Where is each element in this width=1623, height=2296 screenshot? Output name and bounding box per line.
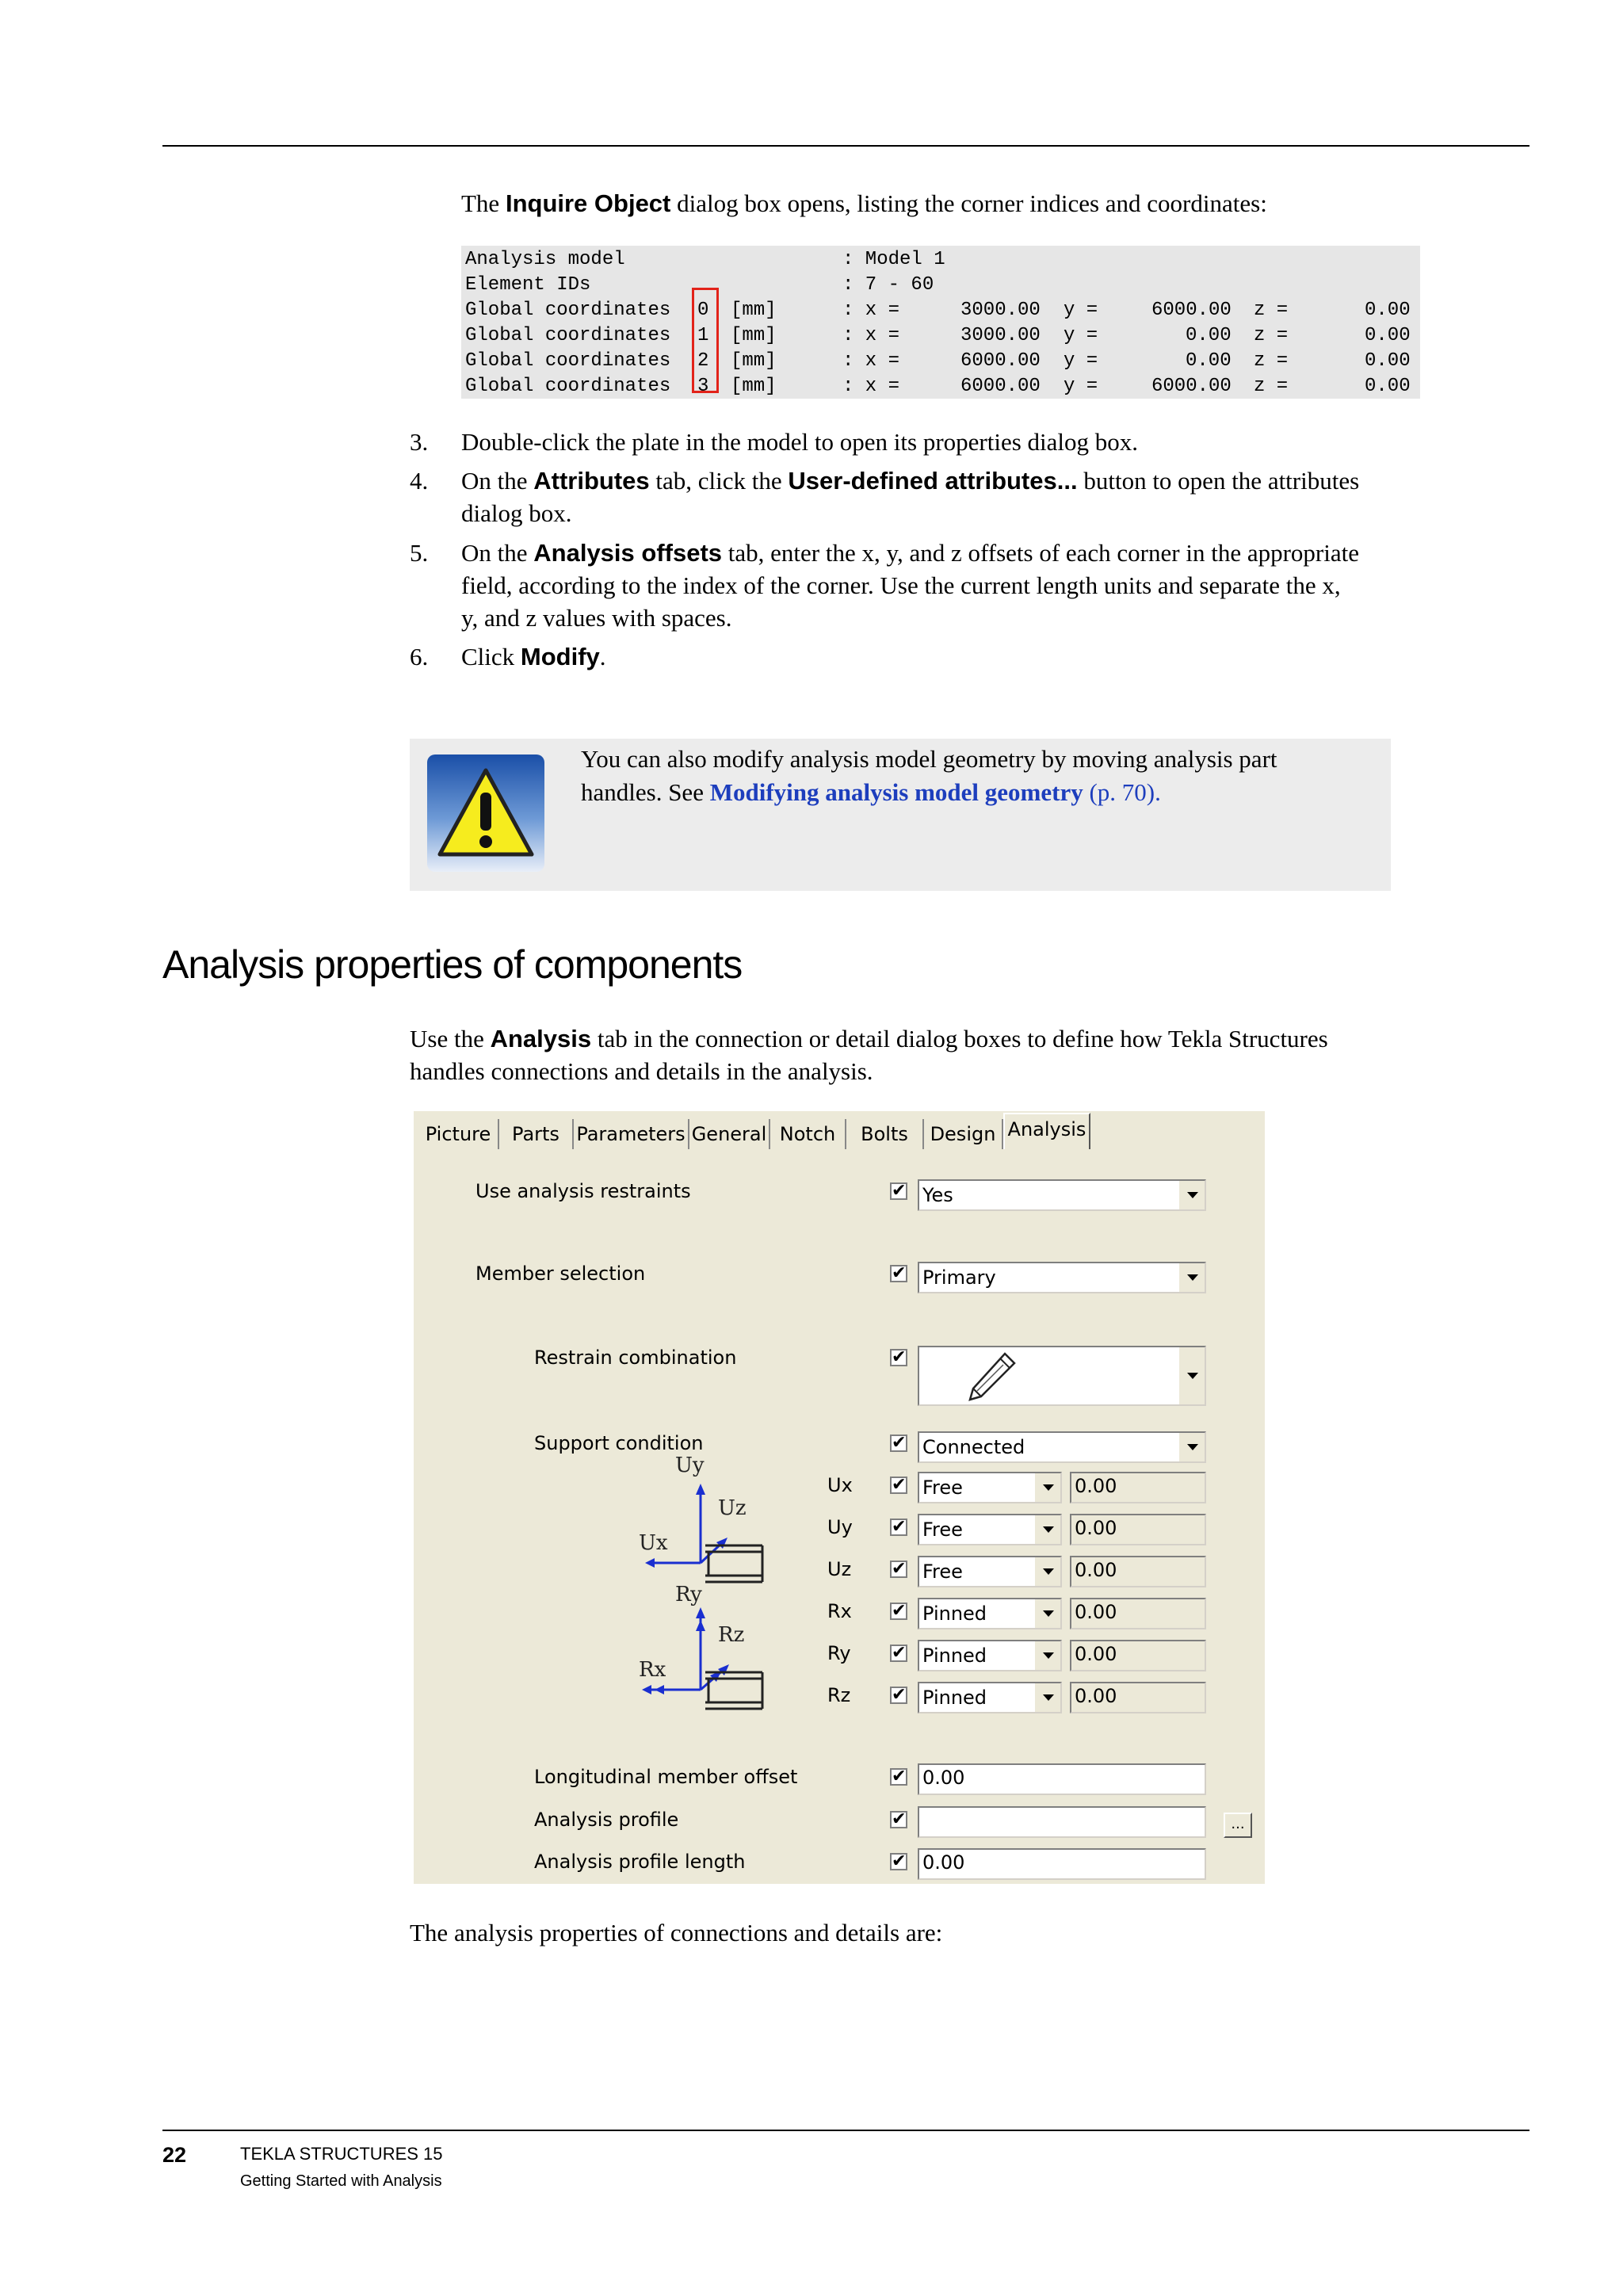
product-name: TEKLA STRUCTURES 15 bbox=[240, 2144, 443, 2164]
browse-profile-button[interactable]: ... bbox=[1224, 1813, 1252, 1838]
warning-icon bbox=[426, 753, 546, 873]
chevron-down-icon[interactable] bbox=[1178, 1347, 1205, 1404]
step-number: 6. bbox=[410, 643, 429, 670]
inquire-row: Analysis model : Model 1 bbox=[465, 249, 945, 270]
rx-checkbox[interactable]: ✔ bbox=[892, 1601, 907, 1621]
ux-checkbox[interactable]: ✔ bbox=[892, 1475, 907, 1495]
chevron-down-icon[interactable] bbox=[1033, 1557, 1060, 1586]
guide-title: Getting Started with Analysis bbox=[240, 2172, 442, 2190]
rz-checkbox[interactable]: ✔ bbox=[892, 1685, 907, 1705]
uy-value-field[interactable]: 0.00 bbox=[1070, 1514, 1206, 1545]
ry-value-field[interactable]: 0.00 bbox=[1070, 1640, 1206, 1671]
ry-select[interactable]: Pinned bbox=[918, 1640, 1062, 1671]
rz-select[interactable]: Pinned bbox=[918, 1682, 1062, 1713]
tab-design[interactable]: Design bbox=[924, 1119, 1003, 1149]
member-selection-label: Member selection bbox=[475, 1263, 646, 1285]
tab-parameters[interactable]: Parameters bbox=[574, 1119, 689, 1149]
analysis-profile-label: Analysis profile bbox=[534, 1809, 679, 1831]
chevron-down-icon[interactable] bbox=[1178, 1433, 1205, 1461]
step-number: 4. bbox=[410, 467, 429, 495]
use-analysis-restraints-select[interactable]: Yes bbox=[918, 1179, 1206, 1211]
longitudinal-offset-label: Longitudinal member offset bbox=[534, 1766, 798, 1788]
restrain-combination-label: Restrain combination bbox=[534, 1347, 737, 1369]
pencil-icon bbox=[964, 1350, 1021, 1404]
chevron-down-icon[interactable] bbox=[1033, 1683, 1060, 1712]
inquire-row: Global coordinates 1 [mm] : x = 3000.00 y = 0.00 z = 0.00 bbox=[465, 325, 1411, 346]
support-condition-checkbox[interactable]: ✔ bbox=[892, 1433, 907, 1453]
tab-parts[interactable]: Parts bbox=[499, 1119, 574, 1149]
rx-value-field[interactable]: 0.00 bbox=[1070, 1598, 1206, 1629]
tab-picture[interactable]: Picture bbox=[418, 1119, 499, 1149]
analysis-profile-length-checkbox[interactable]: ✔ bbox=[892, 1851, 907, 1871]
footer-rule bbox=[162, 2130, 1529, 2131]
step-text: On the Analysis offsets tab, enter the x, y, and z offsets of each corner in the appropriate field, according to the index of the corner. Use the current length units and separate the x, y, and z values with spaces. bbox=[461, 539, 1359, 632]
section-description: Use the Analysis tab in the connection or detail dialog boxes to define how Tekla Structures handles connections and details in the analysis. bbox=[410, 1025, 1328, 1085]
longitudinal-offset-checkbox[interactable]: ✔ bbox=[892, 1767, 907, 1786]
chevron-down-icon[interactable] bbox=[1033, 1515, 1060, 1544]
ry-checkbox[interactable]: ✔ bbox=[892, 1643, 907, 1663]
note-text: You can also modify analysis model geometry by moving analysis part handles. See Modifying analysis model geometry (p. 70). bbox=[581, 745, 1277, 806]
support-condition-select[interactable]: Connected bbox=[918, 1431, 1206, 1463]
intro-paragraph: The Inquire Object dialog box opens, listing the corner indices and coordinates: bbox=[461, 189, 1267, 217]
ux-select[interactable]: Free bbox=[918, 1472, 1062, 1503]
inquire-object-term: Inquire Object bbox=[505, 189, 671, 217]
modifying-geometry-link[interactable]: Modifying analysis model geometry bbox=[709, 778, 1083, 806]
chevron-down-icon[interactable] bbox=[1178, 1263, 1205, 1292]
uy-select[interactable]: Free bbox=[918, 1514, 1062, 1545]
analysis-profile-length-label: Analysis profile length bbox=[534, 1851, 746, 1873]
inquire-object-output bbox=[461, 246, 1420, 399]
header-rule bbox=[162, 145, 1529, 147]
tab-bolts[interactable]: Bolts bbox=[846, 1119, 924, 1149]
analysis-profile-field[interactable] bbox=[918, 1806, 1206, 1838]
tab-analysis[interactable]: Analysis bbox=[1003, 1113, 1090, 1149]
chevron-down-icon[interactable] bbox=[1033, 1641, 1060, 1670]
closing-paragraph: The analysis properties of connections and details are: bbox=[410, 1919, 943, 1946]
corner-index-highlight bbox=[692, 288, 719, 393]
chevron-down-icon[interactable] bbox=[1033, 1473, 1060, 1502]
analysis-profile-checkbox[interactable]: ✔ bbox=[892, 1809, 907, 1829]
section-heading: Analysis properties of components bbox=[162, 942, 743, 987]
step-text: On the Attributes tab, click the User-defined attributes... button to open the attributes dialog box. bbox=[461, 467, 1360, 527]
use-analysis-restraints-label: Use analysis restraints bbox=[475, 1180, 691, 1202]
uz-value-field[interactable]: 0.00 bbox=[1070, 1556, 1206, 1587]
tab-general[interactable]: General bbox=[689, 1119, 770, 1149]
uz-checkbox[interactable]: ✔ bbox=[892, 1559, 907, 1579]
tab-notch[interactable]: Notch bbox=[770, 1119, 846, 1149]
member-selection-select[interactable]: Primary bbox=[918, 1262, 1206, 1293]
inquire-row: Element IDs : 7 - 60 bbox=[465, 274, 934, 296]
chevron-down-icon[interactable] bbox=[1033, 1599, 1060, 1628]
step-text: Click Modify. bbox=[461, 643, 606, 670]
page-number: 22 bbox=[162, 2143, 187, 2167]
uy-checkbox[interactable]: ✔ bbox=[892, 1517, 907, 1537]
member-selection-checkbox[interactable]: ✔ bbox=[892, 1263, 907, 1283]
ux-value-field[interactable]: 0.00 bbox=[1070, 1472, 1206, 1503]
use-analysis-restraints-checkbox[interactable]: ✔ bbox=[892, 1181, 907, 1201]
restrain-combination-select[interactable] bbox=[918, 1346, 1206, 1406]
step-number: 5. bbox=[410, 539, 429, 567]
uz-select[interactable]: Free bbox=[918, 1556, 1062, 1587]
inquire-row: Global coordinates 0 [mm] : x = 3000.00 y = 6000.00 z = 0.00 bbox=[465, 300, 1411, 321]
restrain-combination-checkbox[interactable]: ✔ bbox=[892, 1347, 907, 1367]
analysis-tab-dialog: Picture Parts Parameters General Notch Bolts Design Analysis Use analysis restraints ✔ Yes Member selection ✔ Primary Restrain combination ✔ Support condition ✔ Connected Ux ✔ Free 0.00 Uy ✔ Free 0.00 Uz ✔ Free 0.00 Rx ✔ Pinned 0.00 Ry ✔ Pinned 0.00 Rz ✔ Pinned 0.00 Uy Uz Ux Ry Rz Rx Longitudinal member offset ✔ 0.00 Analysis profile ✔ ... Analysis profile length ✔ 0.00 bbox=[414, 1111, 1265, 1884]
inquire-row: Global coordinates 3 [mm] : x = 6000.00 y = 6000.00 z = 0.00 bbox=[465, 376, 1411, 397]
step-number: 3. bbox=[410, 428, 429, 456]
step-text: Double-click the plate in the model to open its properties dialog box. bbox=[461, 428, 1139, 456]
support-condition-label: Support condition bbox=[534, 1432, 704, 1454]
analysis-profile-length-field[interactable]: 0.00 bbox=[918, 1848, 1206, 1880]
rx-select[interactable]: Pinned bbox=[918, 1598, 1062, 1629]
chevron-down-icon[interactable] bbox=[1178, 1181, 1205, 1209]
rz-value-field[interactable]: 0.00 bbox=[1070, 1682, 1206, 1713]
inquire-row: Global coordinates 2 [mm] : x = 6000.00 y = 0.00 z = 0.00 bbox=[465, 350, 1411, 372]
page-reference-link[interactable]: (p. 70) bbox=[1089, 778, 1155, 806]
longitudinal-offset-field[interactable]: 0.00 bbox=[918, 1763, 1206, 1795]
note-box bbox=[410, 739, 1391, 891]
